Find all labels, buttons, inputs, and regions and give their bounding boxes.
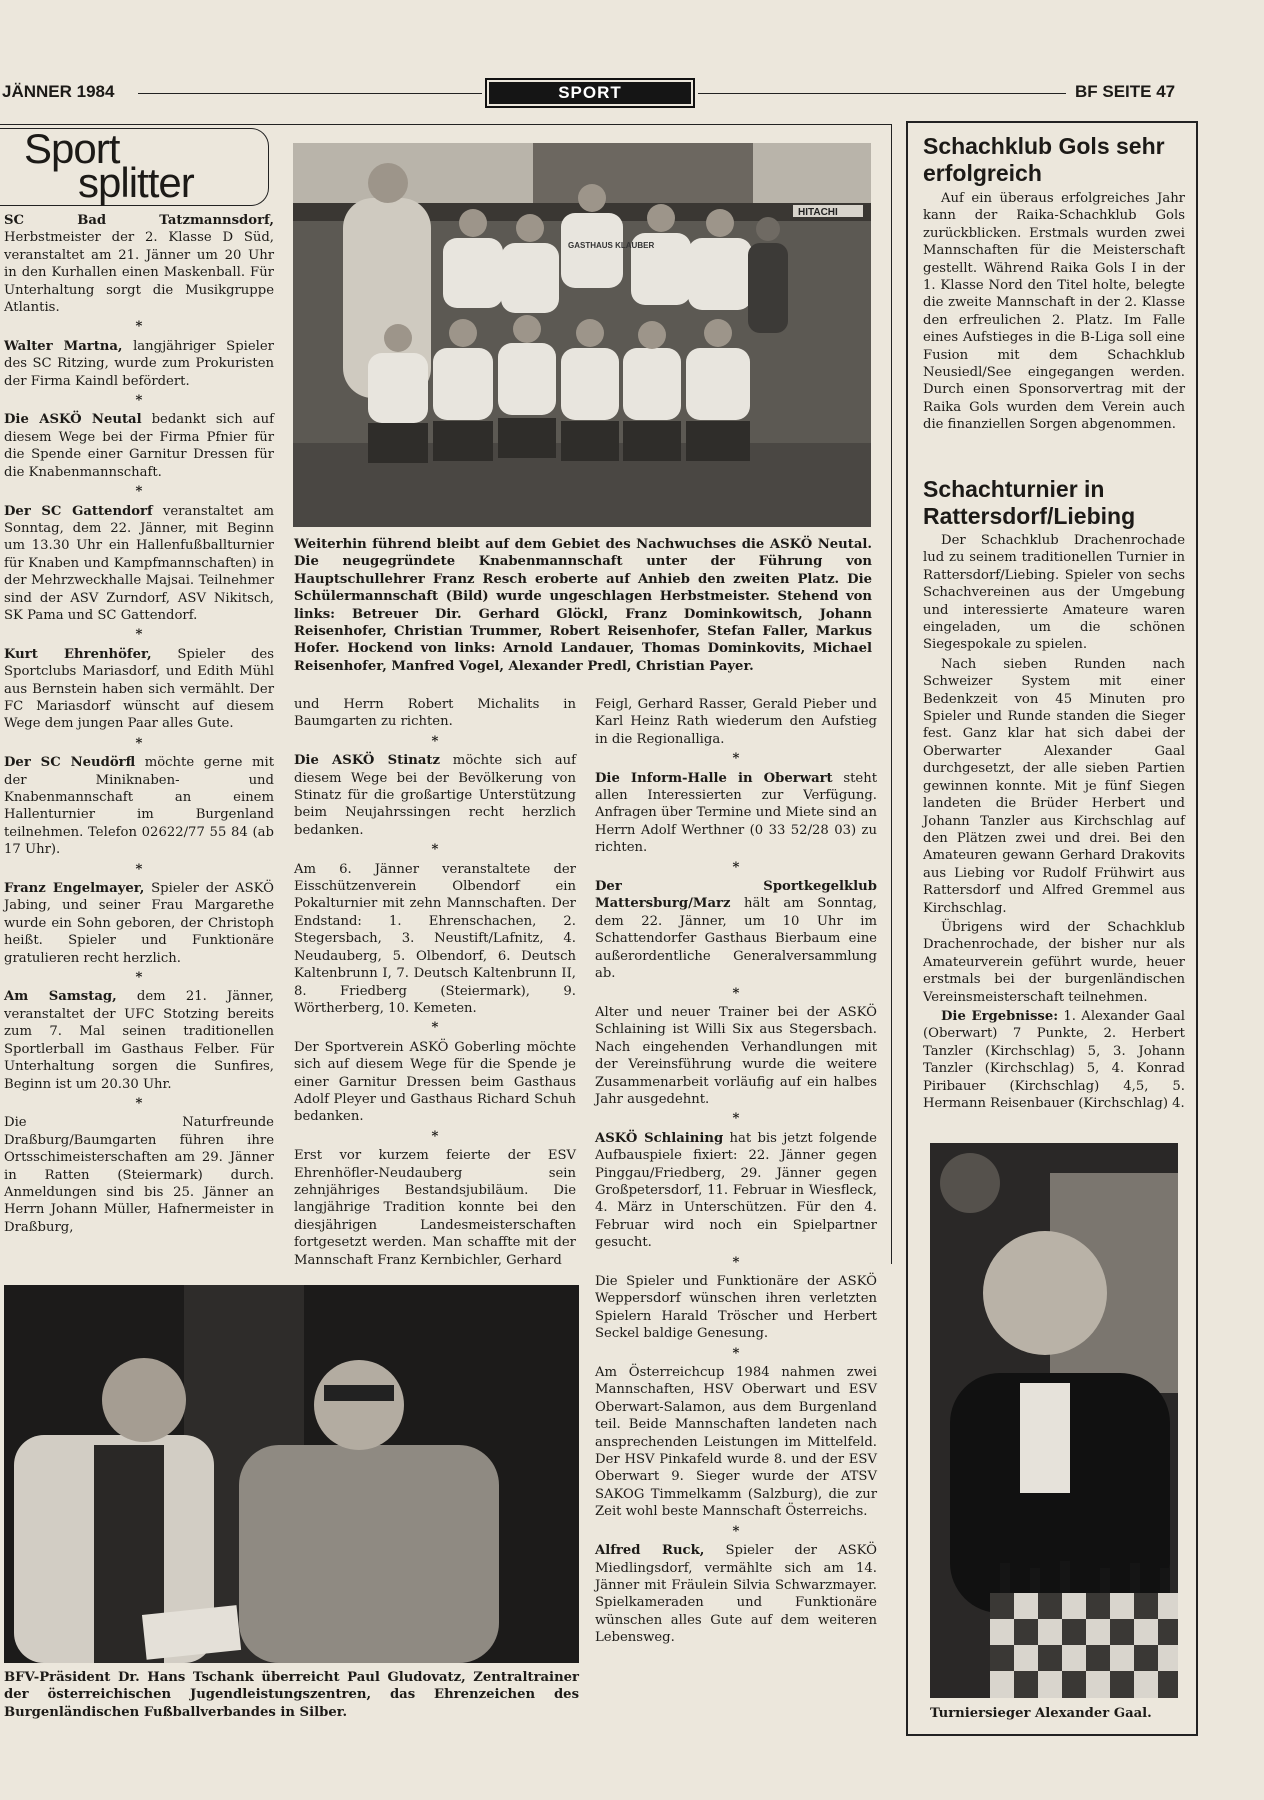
team-photo-image [293,143,871,527]
chessboard [990,1593,1178,1698]
section-label: SPORT [489,82,691,104]
right-item: Alter und neuer Trainer bei der ASKÖ Schlaining ist Willi Six aus Stegersbach. Nach eingehenden Verhandlungen mit der Vereinsführung wurde die weitere Zusammenarbeit vorläufig auf ein halbes Jahr ausgedehnt. [595,1004,877,1107]
splitter-item: Am Samstag, dem 21. Jänner, veranstaltet der UFC Stotzing bereits zum 7. Mal seinen traditionellen Sportlerball im Gasthaus Felber. Für Unterhaltung sorgen die Sunfires, Beginn ist um 20.30 Uhr. [4,989,274,1092]
right-item: Die Spieler und Funktionäre der ASKÖ Weppersdorf wünschen ihren verletzten Spielern Harald Tröscher und Herbert Seckel baldige Genesung. [595,1274,877,1342]
middle-item: Die ASKÖ Stinatz möchte sich auf diesem Wege bei der Bevölkerung von Stinatz für die großartige Unterstützung beim Neujahrssingen recht herzlich bedanken. [294,753,576,838]
award-photo-image [4,1285,579,1663]
chess-headline-1: Schachklub Gols sehr erfolgreich [923,133,1165,186]
right-item: ASKÖ Schlaining hat bis jetzt folgende Aufbauspiele fixiert: 22. Jänner gegen Pinggau/Friedberg, 29. Jänner gegen Großpetersdorf, 11. Februar in Wiesfleck, 4. März in Unterschützen. Für den 4. Februar wird noch ein Spielpartner gesucht. [595,1130,877,1251]
separator-star: * [431,1020,439,1036]
splitter-item: Der SC Neudörfl möchte gerne mit der Miniknaben- und Knabenmannschaft an einem Hallenturnier im Burgenland teilnehmen. Telefon 02622/77 55 84 (ab 17 Uhr). [4,755,274,858]
banner-text: HITACHI [798,207,838,218]
award-photo-caption: BFV-Präsident Dr. Hans Tschank überreicht Paul Gludovatz, Zentraltrainer der österreichischen Jugendleistungszentren, das Ehrenzeichen des Burgenländischen Fußballverbandes in Silber. [4,1670,579,1720]
chess-photo-image [930,1143,1178,1698]
separator-star: * [135,861,143,877]
separator-star: * [732,1111,740,1127]
chess-paragraph: Übrigens wird der Schachklub Drachenrochade, der bisher nur als Amateurverein geführt wurde, heuer erstmals bei der burgenländischen Vereinsmeisterschaft teilnehmen. [923,919,1185,1005]
separator-star: * [431,842,439,858]
separator-star: * [135,484,143,500]
splitter-item: Die Naturfreunde Draßburg/Baumgarten führen ihre Ortsschimeisterschaften am 29. Jänner in Ratten (Steiermark) durch. Anmeldungen sind bis 25. Jänner an Herrn Johann Müller, Hafnermeister in Draßburg, [4,1115,274,1235]
separator-star: * [135,393,143,409]
issue-date: JÄNNER 1984 [2,82,115,101]
splitter-item: Die ASKÖ Neutal bedankt sich auf diesem Wege bei der Firma Pfnier für die Spende einer Garnitur Dressen für die Knabenmannschaft. [4,412,274,480]
separator-star: * [732,751,740,767]
chess-headline-2: Schachturnier in Rattersdorf/Liebing [923,476,1136,529]
separator-star: * [732,1254,740,1270]
splitter-title-box [0,125,269,206]
separator-star: * [732,1523,740,1539]
splitter-item: Kurt Ehrenhöfer, Spieler des Sportclubs Mariasdorf, und Edith Mühl aus Bernstein haben sich vermählt. Der FC Mariasdorf wünscht auf diesem Wege dem jungen Paar alles Gute. [4,646,274,732]
chess-results: Die Ergebnisse: 1. Alexander Gaal (Oberwart) 7 Punkte, 2. Herbert Tanzler (Kirchschlag) 5, 3. Johann Tanzler (Kirchschlag) 5, 4. Konrad Piribauer (Kirchschlag) 4,5, 5. Hermann Reisenbauer (Kirchschlag) 4. [923,1008,1185,1111]
separator-star: * [135,735,143,751]
splitter-title-line2: splitter [78,159,194,206]
header-rule-right [698,93,1066,94]
chess-box [906,121,1198,1736]
right-item: Feigl, Gerhard Rasser, Gerald Pieber und Karl Heinz Rath wiederum den Aufstieg in die Regionalliga. [595,697,877,747]
separator-star: * [135,627,143,643]
separator-star: * [732,985,740,1001]
page-number: BF SEITE 47 [1075,82,1176,101]
separator-star: * [732,1345,740,1361]
chess-photo [930,1143,1178,1698]
separator-star: * [135,319,143,335]
splitter-item: Der SC Gattendorf veranstaltet am Sonntag, dem 22. Jänner, mit Beginn um 13.30 Uhr ein Hallenfußballturnier für Knaben und Kampfmannschaften) in der Mehrzweckhalle Majsai. Teilnehmer sind der ASV Zurndorf, ASV Nikitsch, SK Pama und SC Gattendorf. [4,503,274,623]
middle-column [294,696,576,1271]
top-frame-right [891,124,892,1264]
right-item: Am Österreichcup 1984 nahmen zwei Mannschaften, HSV Oberwart und ESV Oberwart-Salamon, aus dem Burgenland teil. Beide Mannschaften landeten nach ansprechenden Leistungen im Mittelfeld. Der HSV Pinkafeld wurde 8. und der ESV Oberwart 9. Sieger wurde der ATSV SAKOG Timmelkamm (Salzburg), die zur Zeit wohl beste Mannschaft Österreichs. [595,1365,877,1520]
chess-body-1: Auf ein überaus erfolgreiches Jahr kann der Raika-Schachklub Gols zurückblicken. Erstmals wurden zwei Mannschaften für die Meisterschaft gestellt. Während Raika Gols I in der 1. Klasse Nord den Titel holte, belegte die zweite Mannschaft in der 2. Klasse den erfreulichen 2. Platz. Im Falle eines Aufstieges in die B-Liga soll eine Fusion mit dem Schachklub Neusiedl/See eingegangen werden. Durch einen Sponsorvertrag mit der Raika Gols wurden dem Verein auch die finanziellen Sorgen abgenommen. [923,191,1185,433]
separator-star: * [732,859,740,875]
separator-star: * [431,733,439,749]
separator-star: * [135,970,143,986]
right-item: Der Sportkegelklub Mattersburg/Marz hält am Sonntag, dem 22. Jänner, um 10 Uhr im Schattendorfer Gasthaus Bierbaum eine außerordentliche Generalversammlung ab. [595,879,877,982]
award-photo [4,1285,579,1663]
top-frame-rule [0,124,892,125]
splitter-title-line1: Sport [24,125,120,172]
middle-item: und Herrn Robert Michalits in Baumgarten zu richten. [294,697,576,730]
middle-item: Am 6. Jänner veranstaltete der Eisschützenverein Olbendorf ein Pokalturnier mit zehn Mannschaften. Der Endstand: 1. Ehrenschachen, 2. Stegersbach, 3. Neustift/Lafnitz, 4. Neudauberg, 5. Olbendorf, 6. Deutsch Kaltenbrunn I, 7. Deutsch Kaltenbrunn II, 8. Friedberg (Steiermark), 9. Wörtherberg, 10. Kemeten. [294,861,576,1016]
separator-star: * [135,1095,143,1111]
middle-item: Erst vor kurzem feierte der ESV Ehrenhöfler-Neudauberg sein zehnjähriges Bestandsjubiläum. Die langjährige Tradition konnte bei den diesjährigen Landesmeisterschaften fortgesetzt werden. Man schaffte mit der Mannschaft Franz Kernbichler, Gerhard [294,1148,576,1268]
header-rule-left [138,93,482,94]
middle-item: Der Sportverein ASKÖ Goberling möchte sich auf diesem Wege für die Spende je einer Garnitur Dressen beim Gasthaus Adolf Pleyer und Gasthaus Richard Schuh bedanken. [294,1039,576,1125]
separator-star: * [431,1128,439,1144]
shirt-text: GASTHAUS KLAUBER [568,241,655,250]
right-item: Die Inform-Halle in Oberwart steht allen Interessierten zur Verfügung. Anfragen über Termine und Miete sind an Herrn Adolf Werthner (0 33 52/28 03) zu richten. [595,770,877,856]
chess-paragraph: Nach sieben Runden nach Schweizer System mit einer Bedenkzeit von 45 Minuten pro Spieler und Runde standen die Sieger fest. Ganz klar hat sich dabei der Oberwarter Alexander Gaal durchgesetzt, der alle sieben Partien gewinnen konnte. Mit je fünf Siegen landeten die Brüder Herbert und Johann Tanzler aus Kirchschlag auf den Plätzen zwei und drei. Bei den Amateuren gewann Gerhard Drakovits aus Liebing vor Rudolf Frühwirt aus Rattersdorf und Alfred Gremmel aus Kirchschlag. [923,656,1185,916]
right-item: Alfred Ruck, Spieler der ASKÖ Miedlingsdorf, vermählte sich am 14. Jänner mit Fräulein Silvia Schwarzmayer. Spielkameraden und Funktionäre wünschen alles Gute auf dem weiteren Lebensweg. [595,1543,877,1646]
splitter-item: SC Bad Tatzmannsdorf, Herbstmeister der 2. Klasse D Süd, veranstaltet am 21. Jänner um 20 Uhr in den Kurhallen einen Maskenball. Für Unterhaltung sorgt die Musikgruppe Atlantis. [4,213,274,316]
team-photo-caption: Weiterhin führend bleibt auf dem Gebiet des Nachwuchses die ASKÖ Neutal. Die neugegründete Knabenmannschaft unter der Führung von Hauptschullehrer Franz Resch eroberte auf Anhieb den zweiten Platz. Die Schülermannschaft (Bild) wurde ungeschlagen Herbstmeister. Stehend von links: Betreuer Dir. Gerhard Glöckl, Franz Dominkowitsch, Johann Reisenhofer, Christian Trummer, Robert Reisenhofer, Stefan Faller, Markus Hofer. Hockend von links: Arnold Landauer, Thomas Dominkovits, Michael Reisenhofer, Manfred Vogel, Alexander Predl, Christian Payer. [294,537,872,674]
splitter-item: Franz Engelmayer, Spieler der ASKÖ Jabing, und seiner Frau Margarethe wurde ein Sohn geboren, der Christoph heißt. Spieler und Funktionäre gratulieren recht herzlich. [4,881,274,966]
splitter-item: Walter Martna, langjähriger Spieler des SC Ritzing, wurde zum Prokuristen der Firma Kaindl befördert. [4,338,274,389]
team-photo [293,143,871,527]
chess-photo-caption: Turniersieger Alexander Gaal. [930,1706,1152,1721]
chess-body-2 [923,532,1185,1114]
section-label-box [485,78,695,108]
splitter-column [4,212,274,1238]
chess-paragraph: Der Schachklub Drachenrochade lud zu seinem traditionellen Turnier in Rattersdorf/Liebing. Spieler von sechs Schachvereinen aus der Umgebung und interessierte Amateure waren eingeladen, um die schönen Siegespokale zu spielen. [923,533,1185,653]
right-column [595,696,877,1649]
